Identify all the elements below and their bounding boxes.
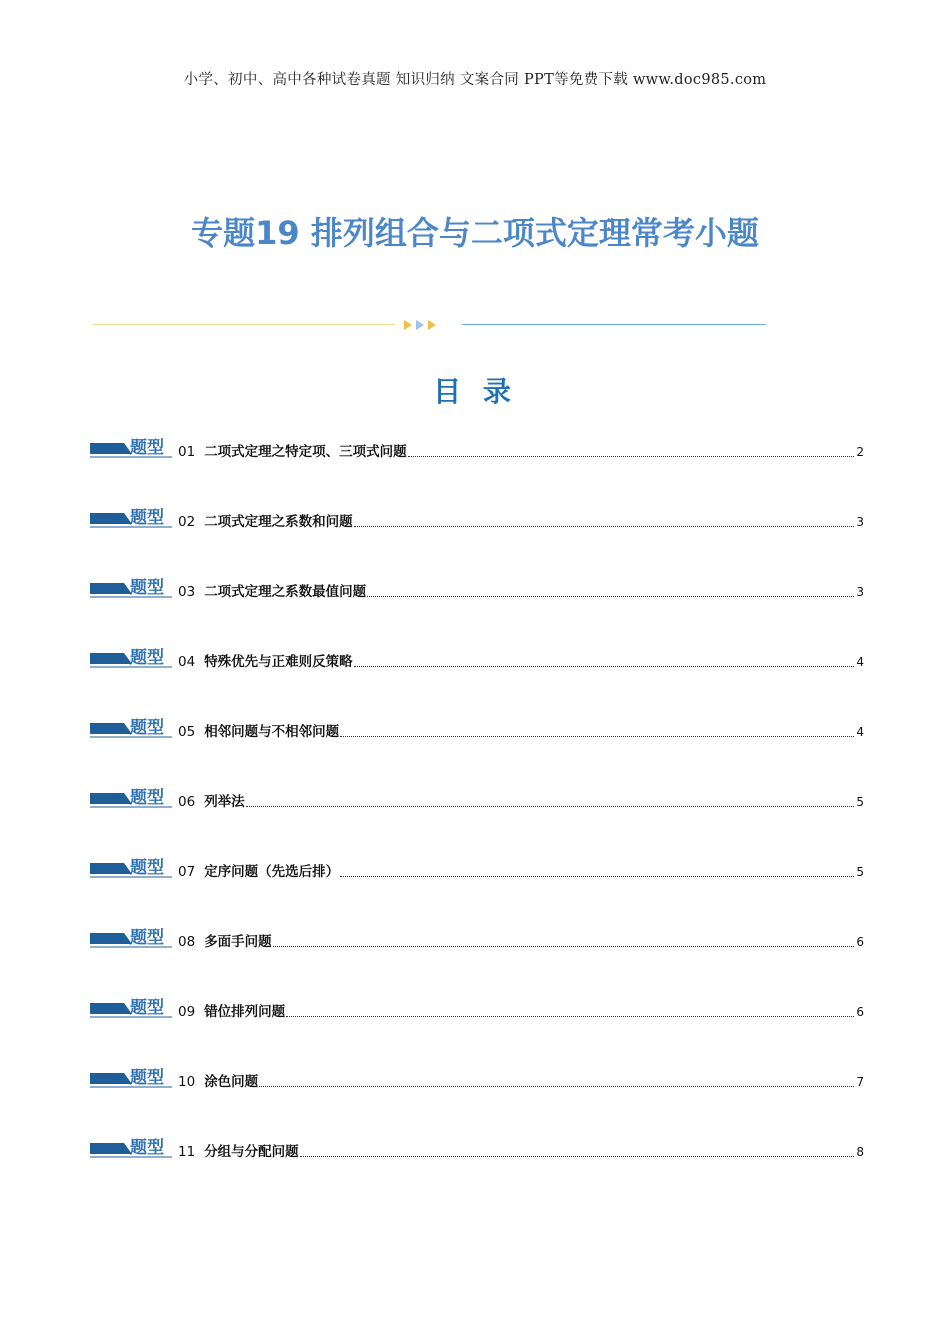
toc-entry-number: 06 [178,794,196,810]
toc-entry[interactable] [90,926,864,996]
question-type-badge-icon [90,786,172,810]
toc-entry[interactable] [90,576,864,646]
svg-text:题型: 题型 [130,718,164,738]
svg-text:题型: 题型 [130,1068,164,1088]
dot-leader [273,945,855,947]
toc-entry-number: 07 [178,864,196,880]
toc-entry-label: 二项式定理之系数和问题 [204,514,353,530]
svg-text:题型: 题型 [130,928,164,948]
toc-entry-number: 05 [178,724,196,740]
dot-leader [259,1085,854,1087]
toc-entry[interactable] [90,996,864,1066]
dot-leader [286,1015,854,1017]
svg-text:题型: 题型 [130,648,164,668]
toc-entry-number: 03 [178,584,196,600]
toc-entry-number: 10 [178,1074,196,1090]
toc-entry-number: 11 [178,1144,196,1160]
toc-entry-label: 特殊优先与正难则反策略 [204,654,353,670]
dot-leader [367,595,854,597]
toc-entry-page: 2 [856,445,864,459]
toc-entry-page: 7 [856,1075,864,1089]
question-type-badge-icon [90,646,172,670]
toc-entry[interactable] [90,856,864,926]
toc-entry-page: 5 [856,865,864,879]
svg-text:题型: 题型 [130,858,164,878]
question-type-badge-icon [90,436,172,460]
toc-entry-label: 相邻问题与不相邻问题 [204,724,340,740]
question-type-badge-icon [90,926,172,950]
dot-leader [300,1155,855,1157]
dot-leader [246,805,855,807]
toc-entry-label: 涂色问题 [204,1074,259,1090]
toc-entry[interactable] [90,646,864,716]
document-title: 专题19 排列组合与二项式定理常考小题 [191,214,759,252]
divider-line-left [92,324,395,325]
toc-entry[interactable] [90,1136,864,1206]
toc-entry-label: 多面手问题 [204,934,272,950]
toc-entry-label: 分组与分配问题 [204,1144,299,1160]
toc-entry-label: 错位排列问题 [204,1004,286,1020]
toc-entry-number: 08 [178,934,196,950]
toc-entry-page: 3 [856,585,864,599]
toc-entry-label: 定序问题（先选后排） [204,864,340,880]
toc-entry-page: 6 [856,935,864,949]
toc-entry[interactable] [90,506,864,576]
svg-text:题型: 题型 [130,998,164,1018]
toc-entry-page: 4 [856,725,864,739]
question-type-badge-icon [90,996,172,1020]
dot-leader [340,735,854,737]
toc-entry-page: 4 [856,655,864,669]
toc-entry-number: 02 [178,514,196,530]
toc-entry-page: 3 [856,515,864,529]
question-type-badge-icon [90,716,172,740]
question-type-badge-icon [90,576,172,600]
toc-entry-label: 二项式定理之特定项、三项式问题 [204,444,407,460]
toc-entry[interactable] [90,436,864,506]
toc-entry-page: 6 [856,1005,864,1019]
dot-leader [354,665,855,667]
toc-entry-page: 5 [856,795,864,809]
toc-entry-number: 09 [178,1004,196,1020]
dot-leader [354,525,855,527]
toc-entry-label: 列举法 [204,794,245,810]
toc-entry[interactable] [90,786,864,856]
svg-text:题型: 题型 [130,788,164,808]
page-header: 小学、初中、高中各种试卷真题 知识归纳 文案合同 PPT等免费下载 www.doc985.com [183,72,767,88]
svg-text:题型: 题型 [130,508,164,528]
toc-entry-number: 01 [178,444,196,460]
toc-entry[interactable] [90,716,864,786]
divider-line-right [462,324,766,325]
toc-entry[interactable] [90,1066,864,1136]
question-type-badge-icon [90,506,172,530]
toc-entry-page: 8 [856,1145,864,1159]
triple-arrow-icon [402,318,454,332]
dot-leader [408,455,855,457]
table-of-contents [90,436,864,1206]
title-divider [92,318,766,332]
toc-heading: 目 录 [433,375,517,408]
question-type-badge-icon [90,856,172,880]
svg-text:题型: 题型 [130,578,164,598]
dot-leader [340,875,854,877]
toc-entry-number: 04 [178,654,196,670]
svg-text:题型: 题型 [130,1138,164,1158]
question-type-badge-icon [90,1066,172,1090]
question-type-badge-icon [90,1136,172,1160]
svg-text:题型: 题型 [130,438,164,458]
toc-entry-label: 二项式定理之系数最值问题 [204,584,367,600]
